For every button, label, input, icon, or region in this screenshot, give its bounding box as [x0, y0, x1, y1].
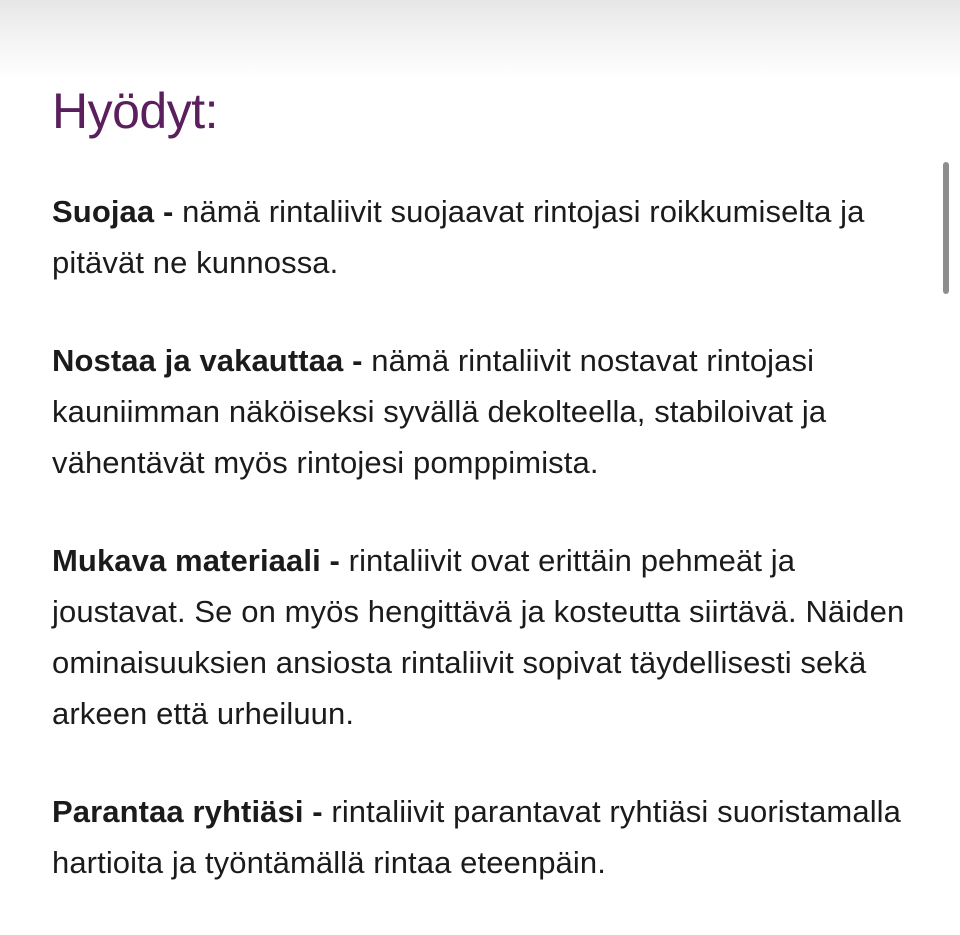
- benefit-protects: [52, 186, 932, 288]
- benefits-list: [52, 186, 932, 888]
- benefit-posture: [52, 786, 932, 888]
- benefit-material: [52, 535, 932, 739]
- benefit-text: nämä rintaliivit suojaavat rintojasi roikkumiselta ja pitävät ne kunnossa.: [52, 194, 865, 280]
- benefit-title: Parantaa ryhtiäsi -: [52, 794, 323, 829]
- top-bar-shadow: [0, 0, 960, 80]
- benefit-title: Suojaa -: [52, 194, 174, 229]
- benefit-title: Nostaa ja vakauttaa -: [52, 343, 363, 378]
- benefit-text: nämä rintaliivit nostavat rintojasi kauniimman näköiseksi syvällä dekolteella, stabiloivat ja vähentävät myös rintojesi pomppimista.: [52, 343, 827, 480]
- benefit-title: Mukava materiaali -: [52, 543, 340, 578]
- benefits-section: [52, 76, 932, 935]
- benefit-lifts: [52, 335, 932, 488]
- scrollbar-thumb[interactable]: [943, 162, 949, 294]
- benefit-text: rintaliivit ovat erittäin pehmeät ja joustavat. Se on myös hengittävä ja kosteutta siirtävä. Näiden ominaisuuksien ansiosta rintaliivit sopivat täydellisesti sekä arkeen että urheiluun.: [52, 543, 905, 731]
- benefit-text: rintaliivit parantavat ryhtiäsi suoristamalla hartioita ja työntämällä rintaa eteenpäin.: [52, 794, 902, 880]
- page-title: Hyödyt:: [52, 83, 219, 139]
